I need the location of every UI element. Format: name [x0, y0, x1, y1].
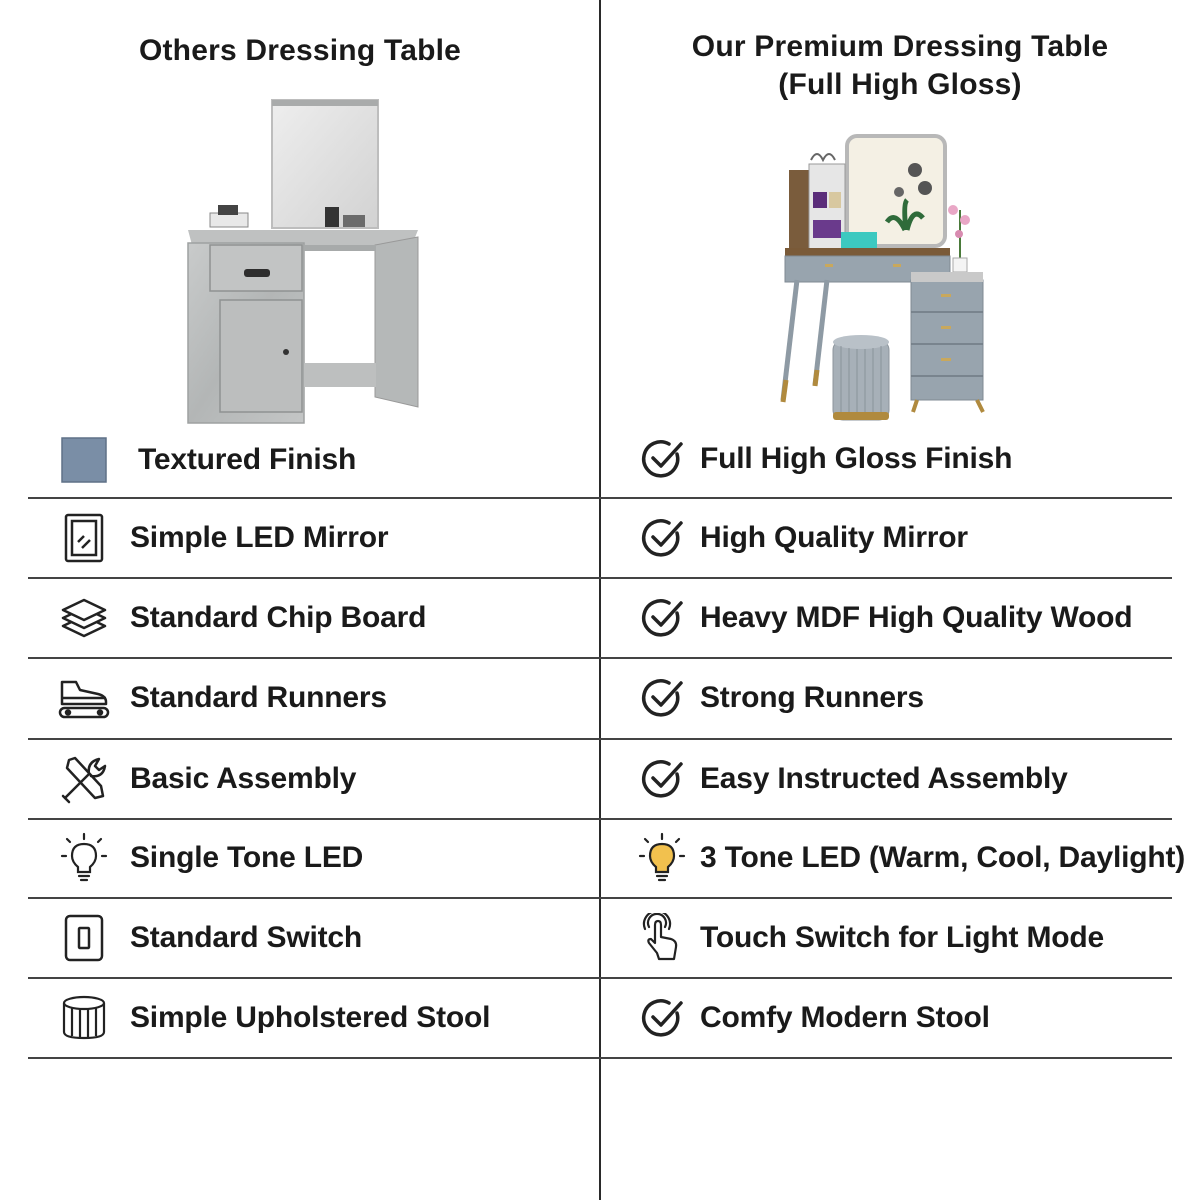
check-circle-icon [636, 433, 688, 485]
premium-feature-stool [0, 978, 990, 1058]
premium-feature-assembly [0, 739, 1068, 819]
others-column-title: Others Dressing Table [138, 34, 462, 67]
premium-feature-board [0, 578, 1132, 658]
feature-label: Comfy Modern Stool [700, 1001, 990, 1034]
feature-label: Standard Runners [130, 681, 387, 714]
check-circle-icon [636, 753, 688, 805]
feature-label: Standard Chip Board [130, 601, 427, 634]
premium-feature-mirror [0, 498, 968, 578]
feature-label: Simple LED Mirror [130, 521, 389, 554]
feature-label: Easy Instructed Assembly [700, 762, 1068, 795]
premium-title-line2: (Full High Gloss) [778, 68, 1022, 101]
touch-icon [636, 912, 688, 964]
feature-label: High Quality Mirror [700, 521, 968, 554]
check-circle-icon [636, 672, 688, 724]
feature-label: Single Tone LED [130, 841, 364, 874]
feature-label: Standard Switch [130, 921, 363, 954]
premium-feature-switch [0, 898, 1104, 978]
premium-feature-led [0, 818, 1185, 898]
check-circle-icon [636, 992, 688, 1044]
feature-label: Full High Gloss Finish [700, 442, 1013, 475]
bulb-color-icon [636, 832, 688, 884]
feature-label: Textured Finish [138, 443, 357, 476]
feature-label: 3 Tone LED (Warm, Cool, Daylight) [700, 841, 1186, 874]
feature-label: Basic Assembly [130, 762, 357, 795]
feature-label: Strong Runners [700, 681, 924, 714]
premium-feature-runners [0, 658, 924, 738]
feature-label: Touch Switch for Light Mode [700, 921, 1104, 954]
feature-label: Heavy MDF High Quality Wood [700, 601, 1133, 634]
feature-label: Simple Upholstered Stool [130, 1001, 491, 1034]
others-dressing-table-image [180, 95, 425, 430]
check-circle-icon [636, 592, 688, 644]
premium-column-title [600, 28, 1200, 104]
premium-title-line1: Our Premium Dressing Table [691, 30, 1109, 63]
premium-dressing-table-image [775, 130, 995, 430]
premium-feature-finish [0, 419, 1012, 499]
check-circle-icon [636, 512, 688, 564]
